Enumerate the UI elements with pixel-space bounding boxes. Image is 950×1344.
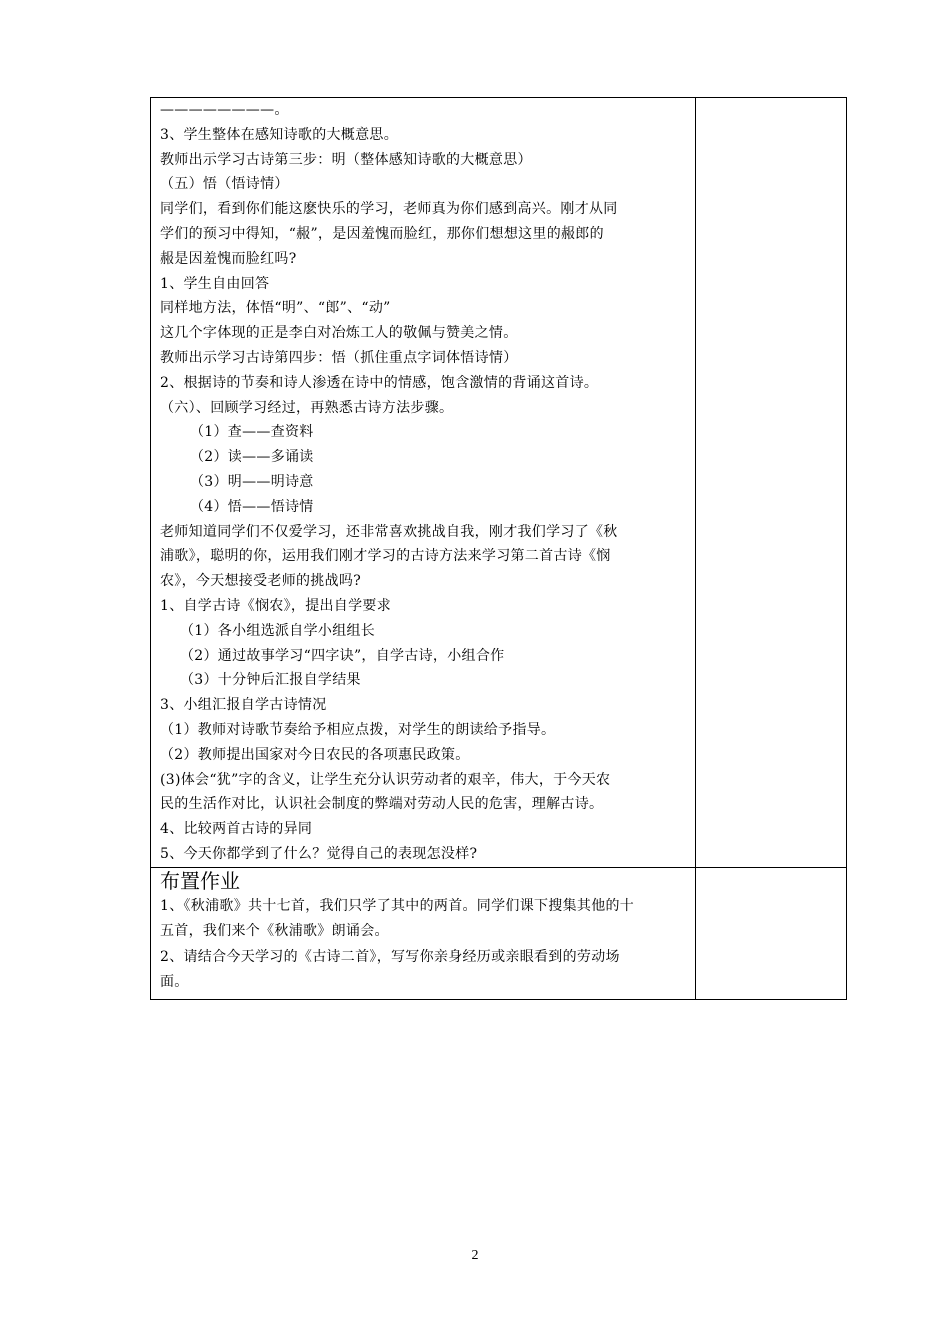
- lesson-line: ————————。: [160, 102, 289, 118]
- lesson-line: （4）悟——悟诗情: [190, 498, 314, 515]
- lesson-line: （2）读——多诵读: [190, 449, 314, 466]
- lesson-line: 3、学生整体在感知诗歌的大概意思。: [160, 126, 399, 143]
- lesson-row: [151, 98, 847, 868]
- lesson-line: 3、小组汇报自学古诗情况: [160, 697, 327, 714]
- lesson-line: 学们的预习中得知，“赧”，是因羞愧而脸红，那你们想想这里的赧郎的: [160, 225, 604, 242]
- lesson-line: 同样地方法，体悟“明”、“郎”、“动”: [160, 300, 391, 317]
- lesson-line: (3)体会“犹”字的含义，让学生充分认识劳动者的艰辛，伟大，于今天农: [160, 771, 611, 788]
- lesson-line: （1）各小组选派自学小组组长: [180, 622, 376, 639]
- lesson-line: 2、根据诗的节奏和诗人渗透在诗中的情感，饱含激情的背诵这首诗。: [160, 374, 599, 391]
- notes-cell: [696, 98, 847, 868]
- homework-content-cell: [151, 867, 696, 999]
- lesson-line: 民的生活作对比，认识社会制度的弊端对劳动人民的危害，理解古诗。: [160, 796, 604, 813]
- lesson-line: 教师出示学习古诗第三步：明（整体感知诗歌的大概意思）: [160, 151, 532, 168]
- lesson-plan-table: [150, 97, 847, 1000]
- homework-heading: 布置作业: [160, 868, 240, 893]
- lesson-line: （六）、回顾学习经过，再熟悉古诗方法步骤。: [160, 399, 454, 416]
- lesson-line: （五）悟（悟诗情）: [160, 176, 289, 193]
- lesson-line: 老师知道同学们不仅爱学习，还非常喜欢挑战自我，刚才我们学习了《秋: [160, 523, 618, 540]
- lesson-line: 赧是因羞愧而脸红吗?: [160, 250, 297, 267]
- lesson-line: 5、今天你都学到了什么？觉得自己的表现怎没样?: [160, 845, 478, 862]
- lesson-line: （1）查——查资料: [190, 424, 314, 441]
- homework-notes-cell: [696, 867, 847, 999]
- lesson-line: 4、比较两首古诗的异同: [160, 821, 313, 838]
- lesson-line: （1）教师对诗歌节奏给予相应点拨，对学生的朗读给予指导。: [160, 721, 556, 738]
- lesson-line: （3）明——明诗意: [190, 473, 314, 490]
- page-number: 2: [471, 1248, 479, 1263]
- lesson-lines: [151, 98, 695, 867]
- lesson-line: （3）十分钟后汇报自学结果: [180, 672, 361, 689]
- lesson-line: 教师出示学习古诗第四步：悟（抓住重点字词体悟诗情）: [160, 349, 518, 366]
- lesson-line: 1、自学古诗《悯农》，提出自学要求: [160, 597, 392, 614]
- lesson-line: 这几个字体现的正是李白对冶炼工人的敬佩与赞美之情。: [160, 325, 518, 342]
- lesson-content-cell: [151, 98, 696, 868]
- homework-line: 1、《秋浦歌》共十七首，我们只学了其中的两首。同学们课下搜集其他的十: [160, 897, 635, 914]
- lesson-line: 农》，今天想接受老师的挑战吗?: [160, 573, 362, 590]
- lesson-line: 浦歌》，聪明的你，运用我们刚才学习的古诗方法来学习第二首古诗《悯: [160, 548, 611, 565]
- homework-line: 面。: [160, 974, 189, 991]
- lesson-line: 同学们，看到你们能这麽快乐的学习，老师真为你们感到高兴。刚才从同: [160, 201, 618, 218]
- homework-row: [151, 867, 847, 999]
- lesson-line: （2）教师提出国家对今日农民的各项惠民政策。: [160, 746, 470, 763]
- homework-line: 2、请结合今天学习的《古诗二首》，写写你亲身经历或亲眼看到的劳动场: [160, 948, 620, 965]
- lesson-line: 1、学生自由回答: [160, 275, 270, 292]
- lesson-line: （2）通过故事学习“四字诀”，自学古诗，小组合作: [180, 647, 505, 664]
- homework-line: 五首，我们来个《秋浦歌》朗诵会。: [160, 923, 389, 940]
